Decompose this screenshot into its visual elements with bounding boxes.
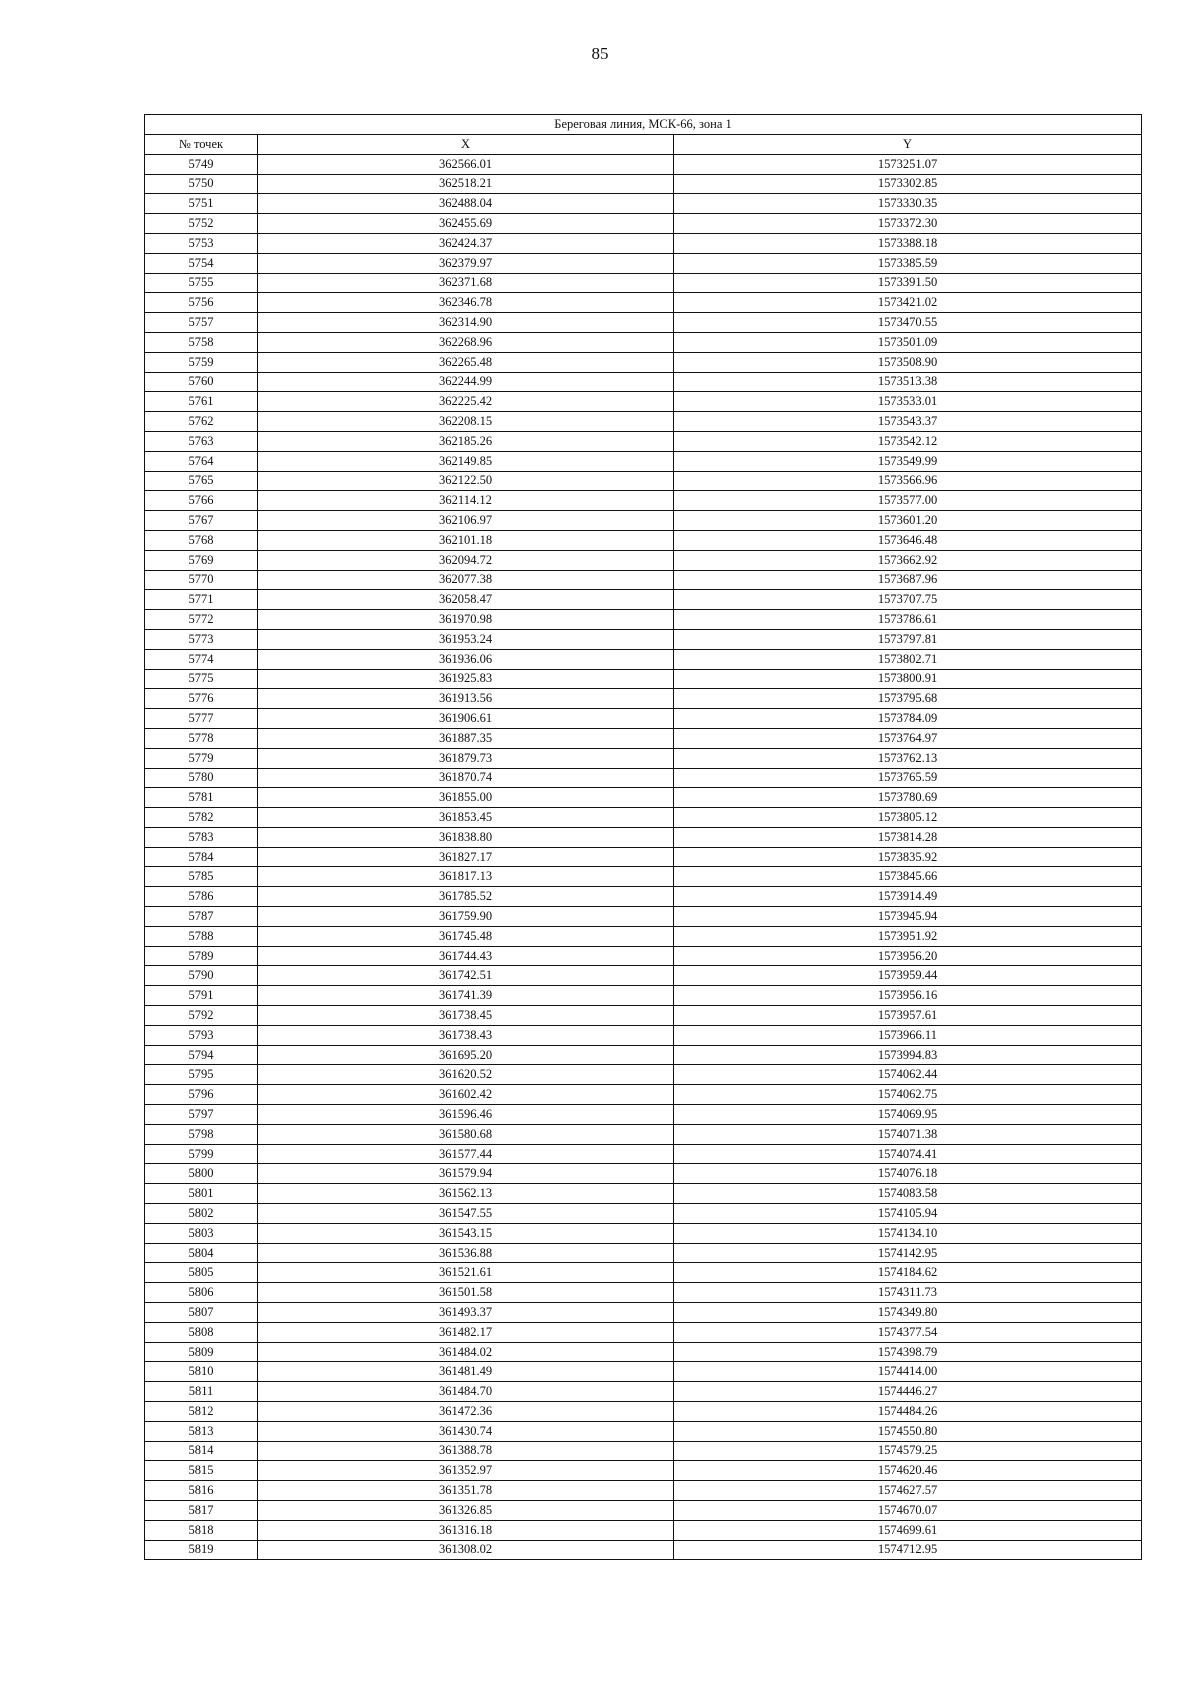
- x-coordinate-cell: 361352.97: [258, 1461, 674, 1481]
- x-coordinate-cell: 361744.43: [258, 946, 674, 966]
- column-header-y: Y: [674, 135, 1142, 155]
- x-coordinate-cell: 361817.13: [258, 867, 674, 887]
- table-row: [145, 1006, 1142, 1026]
- table-row: [145, 768, 1142, 788]
- point-number-cell: 5770: [145, 570, 258, 590]
- y-coordinate-cell: 1573951.92: [674, 926, 1142, 946]
- point-number-cell: 5794: [145, 1045, 258, 1065]
- x-coordinate-cell: 361326.85: [258, 1500, 674, 1520]
- point-number-cell: 5749: [145, 154, 258, 174]
- table-row: [145, 293, 1142, 313]
- x-coordinate-cell: 361953.24: [258, 629, 674, 649]
- table-row: [145, 887, 1142, 907]
- x-coordinate-cell: 361827.17: [258, 847, 674, 867]
- x-coordinate-cell: 361855.00: [258, 788, 674, 808]
- point-number-cell: 5762: [145, 412, 258, 432]
- x-coordinate-cell: 361738.43: [258, 1025, 674, 1045]
- y-coordinate-cell: 1573805.12: [674, 808, 1142, 828]
- table-row: [145, 1243, 1142, 1263]
- table-row: [145, 1322, 1142, 1342]
- table-row: [145, 1045, 1142, 1065]
- column-header-point-number: № точек: [145, 135, 258, 155]
- x-coordinate-cell: 361482.17: [258, 1322, 674, 1342]
- point-number-cell: 5779: [145, 748, 258, 768]
- y-coordinate-cell: 1573533.01: [674, 392, 1142, 412]
- x-coordinate-cell: 361316.18: [258, 1520, 674, 1540]
- y-coordinate-cell: 1573470.55: [674, 313, 1142, 333]
- y-coordinate-cell: 1574670.07: [674, 1500, 1142, 1520]
- table-row: [145, 1540, 1142, 1560]
- table-row: [145, 1105, 1142, 1125]
- x-coordinate-cell: 361887.35: [258, 728, 674, 748]
- x-coordinate-cell: 361536.88: [258, 1243, 674, 1263]
- x-coordinate-cell: 362101.18: [258, 530, 674, 550]
- table-row: [145, 1184, 1142, 1204]
- point-number-cell: 5780: [145, 768, 258, 788]
- y-coordinate-cell: 1574484.26: [674, 1402, 1142, 1422]
- y-coordinate-cell: 1574074.41: [674, 1144, 1142, 1164]
- table-row: [145, 273, 1142, 293]
- y-coordinate-cell: 1574105.94: [674, 1204, 1142, 1224]
- table-row: [145, 1520, 1142, 1540]
- table-caption-row: [145, 115, 1142, 135]
- x-coordinate-cell: 361853.45: [258, 808, 674, 828]
- table-row: [145, 808, 1142, 828]
- table-row: [145, 1283, 1142, 1303]
- point-number-cell: 5765: [145, 471, 258, 491]
- table-row: [145, 1461, 1142, 1481]
- x-coordinate-cell: 362314.90: [258, 313, 674, 333]
- x-coordinate-cell: 362371.68: [258, 273, 674, 293]
- x-coordinate-cell: 361741.39: [258, 986, 674, 1006]
- y-coordinate-cell: 1573662.92: [674, 550, 1142, 570]
- x-coordinate-cell: 362114.12: [258, 491, 674, 511]
- point-number-cell: 5752: [145, 214, 258, 234]
- x-coordinate-cell: 362077.38: [258, 570, 674, 590]
- point-number-cell: 5751: [145, 194, 258, 214]
- y-coordinate-cell: 1573601.20: [674, 511, 1142, 531]
- x-coordinate-cell: 361742.51: [258, 966, 674, 986]
- y-coordinate-cell: 1574398.79: [674, 1342, 1142, 1362]
- x-coordinate-cell: 361579.94: [258, 1164, 674, 1184]
- x-coordinate-cell: 361596.46: [258, 1105, 674, 1125]
- table-row: [145, 511, 1142, 531]
- x-coordinate-cell: 361388.78: [258, 1441, 674, 1461]
- point-number-cell: 5764: [145, 451, 258, 471]
- y-coordinate-cell: 1573957.61: [674, 1006, 1142, 1026]
- point-number-cell: 5768: [145, 530, 258, 550]
- x-coordinate-cell: 362455.69: [258, 214, 674, 234]
- point-number-cell: 5757: [145, 313, 258, 333]
- x-coordinate-cell: 362094.72: [258, 550, 674, 570]
- point-number-cell: 5805: [145, 1263, 258, 1283]
- y-coordinate-cell: 1573421.02: [674, 293, 1142, 313]
- table-row: [145, 1144, 1142, 1164]
- table-row: [145, 1382, 1142, 1402]
- table-caption: Береговая линия, МСК-66, зона 1: [145, 115, 1142, 135]
- x-coordinate-cell: 362346.78: [258, 293, 674, 313]
- x-coordinate-cell: 361543.15: [258, 1223, 674, 1243]
- table-row: [145, 926, 1142, 946]
- x-coordinate-cell: 361620.52: [258, 1065, 674, 1085]
- y-coordinate-cell: 1574377.54: [674, 1322, 1142, 1342]
- table-row: [145, 610, 1142, 630]
- table-row: [145, 1085, 1142, 1105]
- y-coordinate-cell: 1574071.38: [674, 1124, 1142, 1144]
- y-coordinate-cell: 1573388.18: [674, 233, 1142, 253]
- y-coordinate-cell: 1574076.18: [674, 1164, 1142, 1184]
- point-number-cell: 5815: [145, 1461, 258, 1481]
- point-number-cell: 5796: [145, 1085, 258, 1105]
- point-number-cell: 5808: [145, 1322, 258, 1342]
- x-coordinate-cell: 362265.48: [258, 352, 674, 372]
- x-coordinate-cell: 361879.73: [258, 748, 674, 768]
- table-row: [145, 332, 1142, 352]
- x-coordinate-cell: 362122.50: [258, 471, 674, 491]
- point-number-cell: 5790: [145, 966, 258, 986]
- table-row: [145, 867, 1142, 887]
- point-number-cell: 5800: [145, 1164, 258, 1184]
- x-coordinate-cell: 361970.98: [258, 610, 674, 630]
- y-coordinate-cell: 1574349.80: [674, 1303, 1142, 1323]
- y-coordinate-cell: 1574184.62: [674, 1263, 1142, 1283]
- x-coordinate-cell: 361351.78: [258, 1481, 674, 1501]
- table-row: [145, 748, 1142, 768]
- table-row: [145, 788, 1142, 808]
- table-row: [145, 847, 1142, 867]
- y-coordinate-cell: 1573549.99: [674, 451, 1142, 471]
- point-number-cell: 5813: [145, 1421, 258, 1441]
- x-coordinate-cell: 361577.44: [258, 1144, 674, 1164]
- y-coordinate-cell: 1573945.94: [674, 907, 1142, 927]
- table-row: [145, 471, 1142, 491]
- point-number-cell: 5754: [145, 253, 258, 273]
- point-number-cell: 5750: [145, 174, 258, 194]
- point-number-cell: 5786: [145, 887, 258, 907]
- table-row: [145, 1164, 1142, 1184]
- point-number-cell: 5814: [145, 1441, 258, 1461]
- point-number-cell: 5776: [145, 689, 258, 709]
- x-coordinate-cell: 361906.61: [258, 709, 674, 729]
- point-number-cell: 5789: [145, 946, 258, 966]
- table-row: [145, 689, 1142, 709]
- table-row: [145, 649, 1142, 669]
- y-coordinate-cell: 1573577.00: [674, 491, 1142, 511]
- y-coordinate-cell: 1574699.61: [674, 1520, 1142, 1540]
- y-coordinate-cell: 1573994.83: [674, 1045, 1142, 1065]
- x-coordinate-cell: 362518.21: [258, 174, 674, 194]
- table-row: [145, 412, 1142, 432]
- table-row: [145, 907, 1142, 927]
- x-coordinate-cell: 361785.52: [258, 887, 674, 907]
- point-number-cell: 5773: [145, 629, 258, 649]
- point-number-cell: 5781: [145, 788, 258, 808]
- y-coordinate-cell: 1573513.38: [674, 372, 1142, 392]
- point-number-cell: 5788: [145, 926, 258, 946]
- table-row: [145, 530, 1142, 550]
- x-coordinate-cell: 361695.20: [258, 1045, 674, 1065]
- x-coordinate-cell: 361580.68: [258, 1124, 674, 1144]
- point-number-cell: 5812: [145, 1402, 258, 1422]
- y-coordinate-cell: 1573845.66: [674, 867, 1142, 887]
- y-coordinate-cell: 1573391.50: [674, 273, 1142, 293]
- point-number-cell: 5759: [145, 352, 258, 372]
- y-coordinate-cell: 1574579.25: [674, 1441, 1142, 1461]
- y-coordinate-cell: 1573762.13: [674, 748, 1142, 768]
- y-coordinate-cell: 1573956.16: [674, 986, 1142, 1006]
- point-number-cell: 5766: [145, 491, 258, 511]
- y-coordinate-cell: 1573251.07: [674, 154, 1142, 174]
- table-row: [145, 1500, 1142, 1520]
- point-number-cell: 5806: [145, 1283, 258, 1303]
- y-coordinate-cell: 1573543.37: [674, 412, 1142, 432]
- y-coordinate-cell: 1573646.48: [674, 530, 1142, 550]
- table-row: [145, 174, 1142, 194]
- y-coordinate-cell: 1573835.92: [674, 847, 1142, 867]
- point-number-cell: 5791: [145, 986, 258, 1006]
- x-coordinate-cell: 362149.85: [258, 451, 674, 471]
- table-row: [145, 491, 1142, 511]
- table-row: [145, 709, 1142, 729]
- point-number-cell: 5771: [145, 590, 258, 610]
- table-row: [145, 1342, 1142, 1362]
- x-coordinate-cell: 361547.55: [258, 1204, 674, 1224]
- point-number-cell: 5795: [145, 1065, 258, 1085]
- x-coordinate-cell: 362208.15: [258, 412, 674, 432]
- table-row: [145, 154, 1142, 174]
- x-coordinate-cell: 362244.99: [258, 372, 674, 392]
- x-coordinate-cell: 362058.47: [258, 590, 674, 610]
- table-row: [145, 570, 1142, 590]
- table-row: [145, 629, 1142, 649]
- point-number-cell: 5758: [145, 332, 258, 352]
- table-row: [145, 966, 1142, 986]
- point-number-cell: 5799: [145, 1144, 258, 1164]
- y-coordinate-cell: 1573797.81: [674, 629, 1142, 649]
- y-coordinate-cell: 1574142.95: [674, 1243, 1142, 1263]
- y-coordinate-cell: 1573966.11: [674, 1025, 1142, 1045]
- table-row: [145, 214, 1142, 234]
- table-row: [145, 313, 1142, 333]
- y-coordinate-cell: 1574550.80: [674, 1421, 1142, 1441]
- x-coordinate-cell: 362566.01: [258, 154, 674, 174]
- table-row: [145, 392, 1142, 412]
- y-coordinate-cell: 1573914.49: [674, 887, 1142, 907]
- x-coordinate-cell: 362225.42: [258, 392, 674, 412]
- y-coordinate-cell: 1573372.30: [674, 214, 1142, 234]
- x-coordinate-cell: 362424.37: [258, 233, 674, 253]
- table-row: [145, 728, 1142, 748]
- y-coordinate-cell: 1573800.91: [674, 669, 1142, 689]
- table-row: [145, 1402, 1142, 1422]
- y-coordinate-cell: 1573764.97: [674, 728, 1142, 748]
- point-number-cell: 5760: [145, 372, 258, 392]
- x-coordinate-cell: 361493.37: [258, 1303, 674, 1323]
- y-coordinate-cell: 1573385.59: [674, 253, 1142, 273]
- page-number: 85: [591, 44, 609, 63]
- y-coordinate-cell: 1573780.69: [674, 788, 1142, 808]
- point-number-cell: 5819: [145, 1540, 258, 1560]
- table-row: [145, 451, 1142, 471]
- point-number-cell: 5787: [145, 907, 258, 927]
- x-coordinate-cell: 361481.49: [258, 1362, 674, 1382]
- y-coordinate-cell: 1573707.75: [674, 590, 1142, 610]
- point-number-cell: 5753: [145, 233, 258, 253]
- point-number-cell: 5797: [145, 1105, 258, 1125]
- y-coordinate-cell: 1573302.85: [674, 174, 1142, 194]
- y-coordinate-cell: 1574414.00: [674, 1362, 1142, 1382]
- y-coordinate-cell: 1573330.35: [674, 194, 1142, 214]
- x-coordinate-cell: 362379.97: [258, 253, 674, 273]
- y-coordinate-cell: 1574062.44: [674, 1065, 1142, 1085]
- x-coordinate-cell: 361308.02: [258, 1540, 674, 1560]
- y-coordinate-cell: 1573542.12: [674, 431, 1142, 451]
- x-coordinate-cell: 361521.61: [258, 1263, 674, 1283]
- y-coordinate-cell: 1573566.96: [674, 471, 1142, 491]
- table-row: [145, 1303, 1142, 1323]
- table-row: [145, 194, 1142, 214]
- table-row: [145, 233, 1142, 253]
- point-number-cell: 5818: [145, 1520, 258, 1540]
- table-row: [145, 1362, 1142, 1382]
- point-number-cell: 5793: [145, 1025, 258, 1045]
- y-coordinate-cell: 1574446.27: [674, 1382, 1142, 1402]
- point-number-cell: 5755: [145, 273, 258, 293]
- x-coordinate-cell: 361484.02: [258, 1342, 674, 1362]
- point-number-cell: 5775: [145, 669, 258, 689]
- x-coordinate-cell: 361602.42: [258, 1085, 674, 1105]
- y-coordinate-cell: 1573501.09: [674, 332, 1142, 352]
- y-coordinate-cell: 1574134.10: [674, 1223, 1142, 1243]
- table-row: [145, 372, 1142, 392]
- point-number-cell: 5772: [145, 610, 258, 630]
- point-number-cell: 5807: [145, 1303, 258, 1323]
- table-row: [145, 590, 1142, 610]
- point-number-cell: 5756: [145, 293, 258, 313]
- y-coordinate-cell: 1573508.90: [674, 352, 1142, 372]
- y-coordinate-cell: 1574069.95: [674, 1105, 1142, 1125]
- point-number-cell: 5809: [145, 1342, 258, 1362]
- column-header-x: X: [258, 135, 674, 155]
- table-row: [145, 1223, 1142, 1243]
- x-coordinate-cell: 361913.56: [258, 689, 674, 709]
- table-row: [145, 550, 1142, 570]
- table-row: [145, 431, 1142, 451]
- point-number-cell: 5801: [145, 1184, 258, 1204]
- x-coordinate-cell: 361430.74: [258, 1421, 674, 1441]
- point-number-cell: 5811: [145, 1382, 258, 1402]
- point-number-cell: 5817: [145, 1500, 258, 1520]
- coordinates-table: [144, 114, 1142, 1560]
- point-number-cell: 5783: [145, 827, 258, 847]
- table-row: [145, 1025, 1142, 1045]
- y-coordinate-cell: 1574083.58: [674, 1184, 1142, 1204]
- y-coordinate-cell: 1573765.59: [674, 768, 1142, 788]
- point-number-cell: 5774: [145, 649, 258, 669]
- point-number-cell: 5767: [145, 511, 258, 531]
- x-coordinate-cell: 361870.74: [258, 768, 674, 788]
- y-coordinate-cell: 1573687.96: [674, 570, 1142, 590]
- table-row: [145, 1124, 1142, 1144]
- table-row: [145, 253, 1142, 273]
- table-row: [145, 669, 1142, 689]
- x-coordinate-cell: 362185.26: [258, 431, 674, 451]
- x-coordinate-cell: 361745.48: [258, 926, 674, 946]
- y-coordinate-cell: 1574712.95: [674, 1540, 1142, 1560]
- x-coordinate-cell: 361838.80: [258, 827, 674, 847]
- point-number-cell: 5804: [145, 1243, 258, 1263]
- point-number-cell: 5816: [145, 1481, 258, 1501]
- y-coordinate-cell: 1574627.57: [674, 1481, 1142, 1501]
- table-row: [145, 352, 1142, 372]
- point-number-cell: 5784: [145, 847, 258, 867]
- point-number-cell: 5798: [145, 1124, 258, 1144]
- y-coordinate-cell: 1573956.20: [674, 946, 1142, 966]
- table-body: [145, 154, 1142, 1560]
- y-coordinate-cell: 1573784.09: [674, 709, 1142, 729]
- x-coordinate-cell: 362106.97: [258, 511, 674, 531]
- table-row: [145, 1204, 1142, 1224]
- x-coordinate-cell: 361738.45: [258, 1006, 674, 1026]
- point-number-cell: 5777: [145, 709, 258, 729]
- x-coordinate-cell: 361925.83: [258, 669, 674, 689]
- point-number-cell: 5802: [145, 1204, 258, 1224]
- x-coordinate-cell: 361936.06: [258, 649, 674, 669]
- x-coordinate-cell: 361472.36: [258, 1402, 674, 1422]
- table-row: [145, 827, 1142, 847]
- point-number-cell: 5810: [145, 1362, 258, 1382]
- point-number-cell: 5785: [145, 867, 258, 887]
- y-coordinate-cell: 1573814.28: [674, 827, 1142, 847]
- y-coordinate-cell: 1573795.68: [674, 689, 1142, 709]
- table-row: [145, 1065, 1142, 1085]
- y-coordinate-cell: 1574620.46: [674, 1461, 1142, 1481]
- point-number-cell: 5769: [145, 550, 258, 570]
- table-row: [145, 946, 1142, 966]
- point-number-cell: 5803: [145, 1223, 258, 1243]
- x-coordinate-cell: 362488.04: [258, 194, 674, 214]
- x-coordinate-cell: 361759.90: [258, 907, 674, 927]
- y-coordinate-cell: 1574062.75: [674, 1085, 1142, 1105]
- y-coordinate-cell: 1573802.71: [674, 649, 1142, 669]
- x-coordinate-cell: 361562.13: [258, 1184, 674, 1204]
- table-row: [145, 986, 1142, 1006]
- point-number-cell: 5792: [145, 1006, 258, 1026]
- table-row: [145, 1263, 1142, 1283]
- x-coordinate-cell: 361501.58: [258, 1283, 674, 1303]
- y-coordinate-cell: 1573786.61: [674, 610, 1142, 630]
- y-coordinate-cell: 1574311.73: [674, 1283, 1142, 1303]
- point-number-cell: 5763: [145, 431, 258, 451]
- point-number-cell: 5761: [145, 392, 258, 412]
- table-row: [145, 1421, 1142, 1441]
- point-number-cell: 5782: [145, 808, 258, 828]
- x-coordinate-cell: 361484.70: [258, 1382, 674, 1402]
- table-row: [145, 1481, 1142, 1501]
- x-coordinate-cell: 362268.96: [258, 332, 674, 352]
- point-number-cell: 5778: [145, 728, 258, 748]
- table-header-row: [145, 135, 1142, 155]
- table-row: [145, 1441, 1142, 1461]
- y-coordinate-cell: 1573959.44: [674, 966, 1142, 986]
